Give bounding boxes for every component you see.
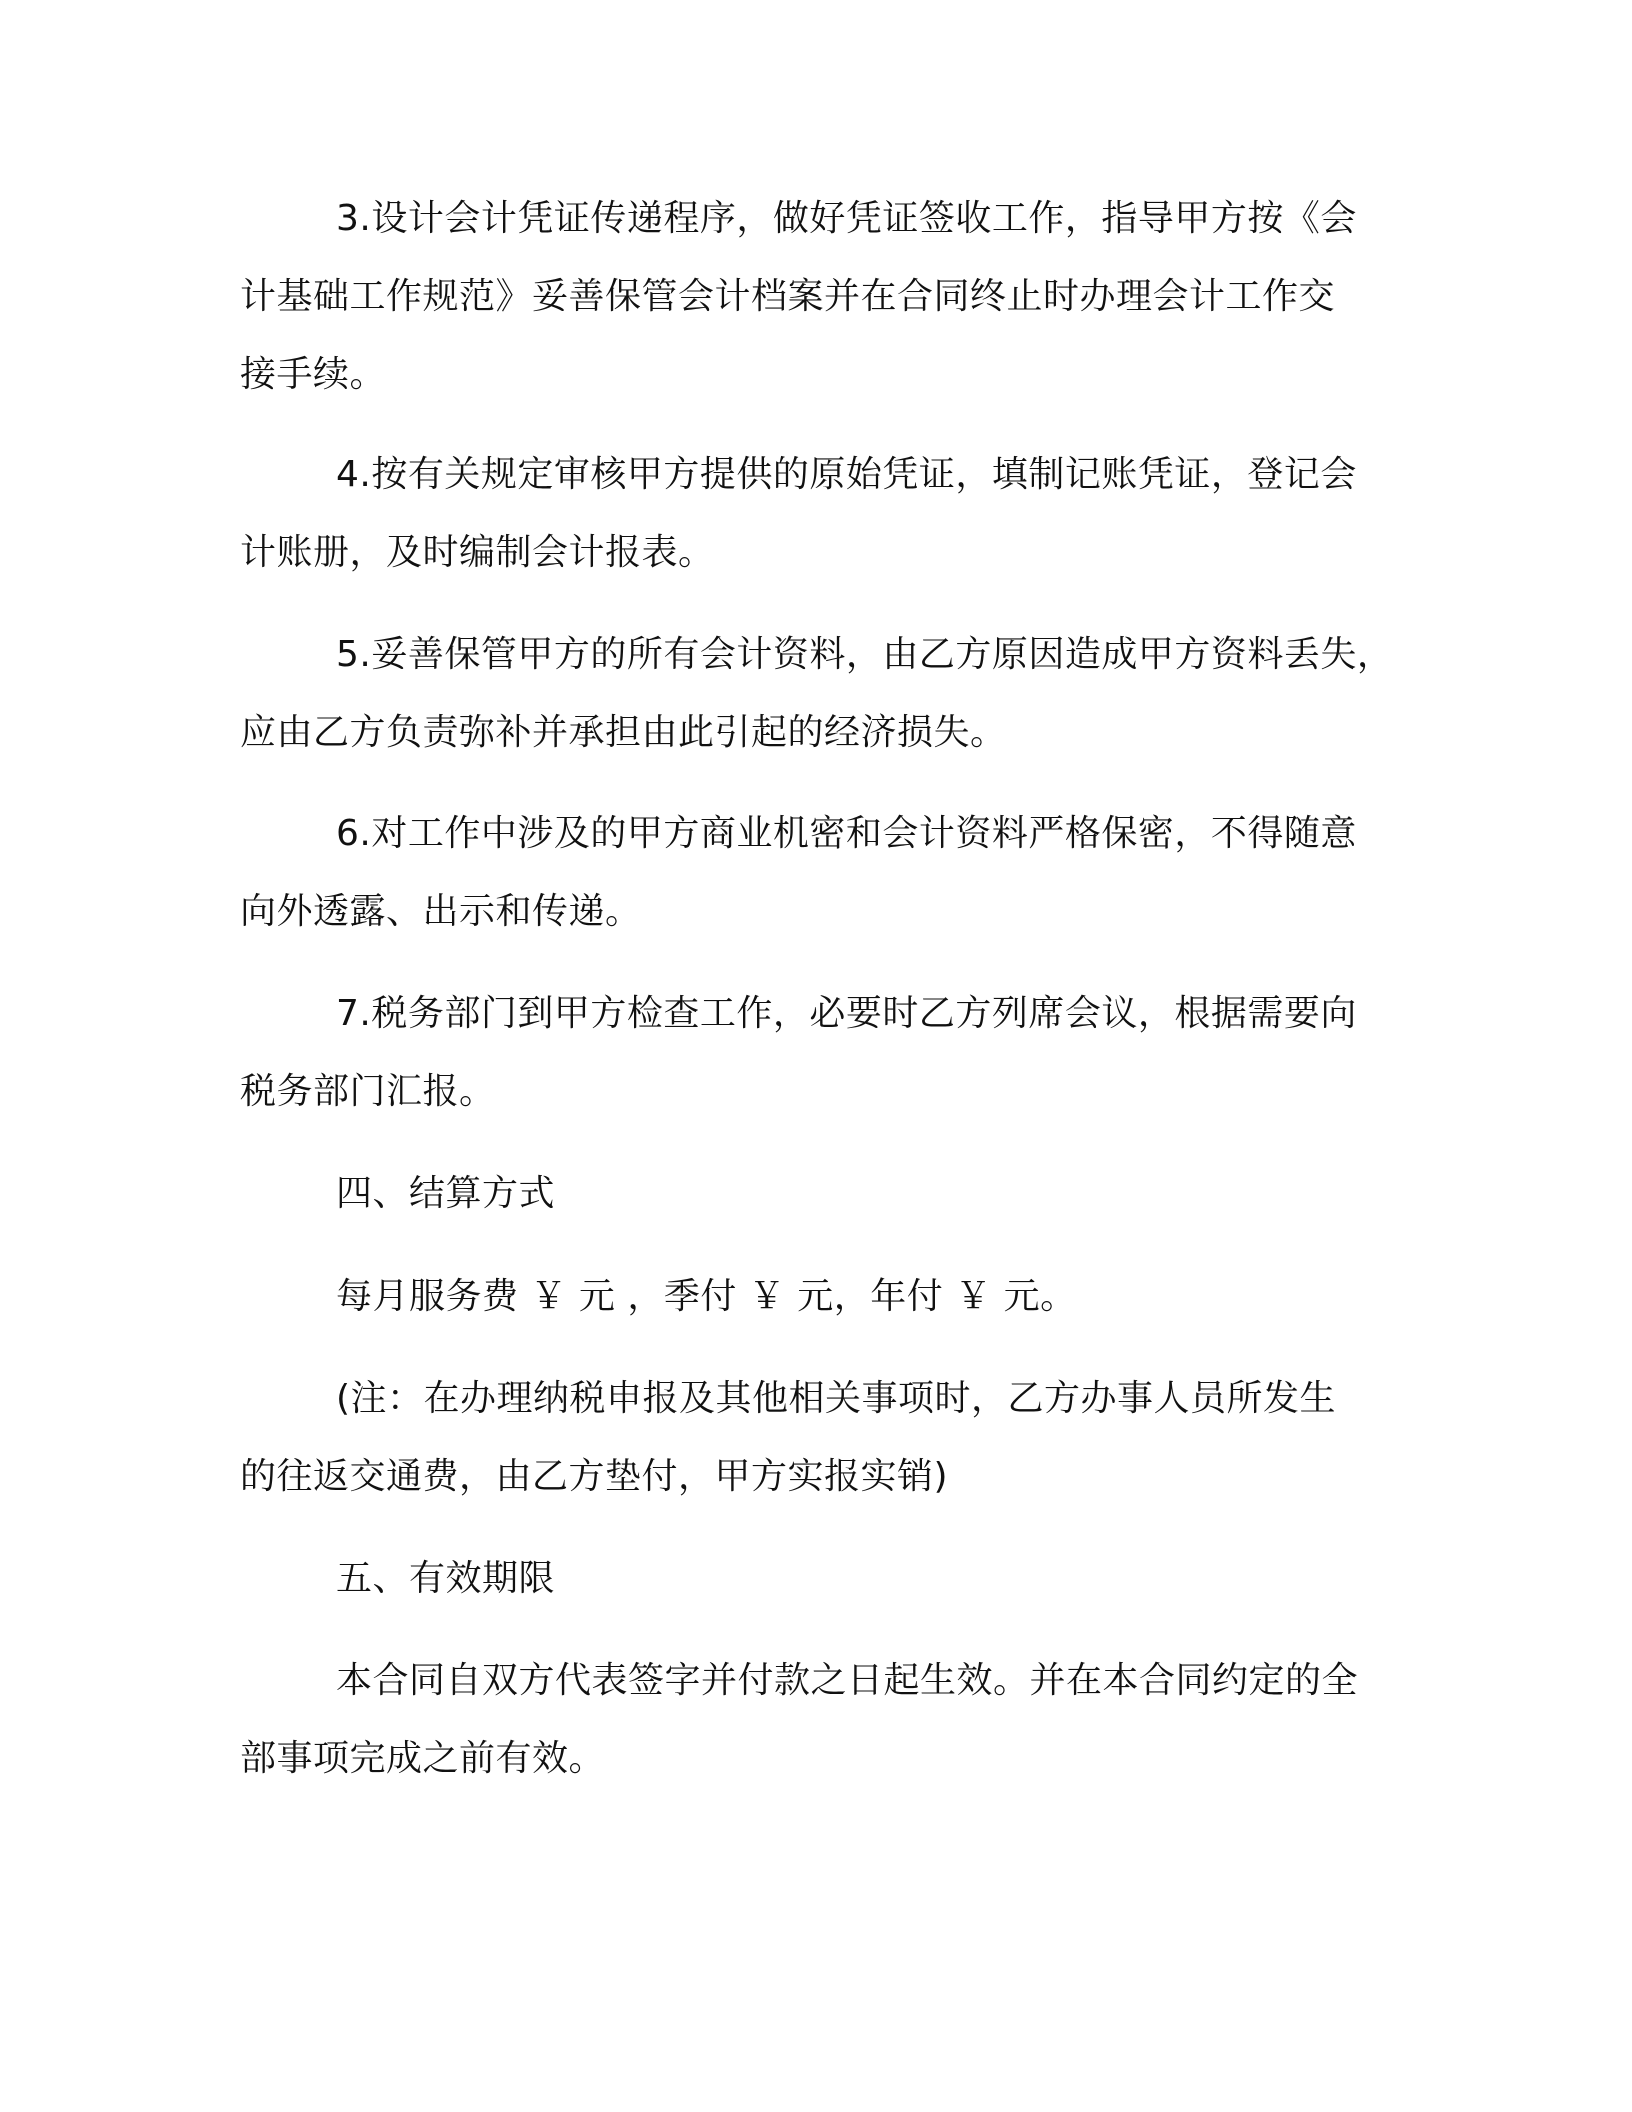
clause-7 xyxy=(240,975,1380,1131)
clause-6-line-1: 6.对工作中涉及的甲方商业机密和会计资料严格保密，不得随意 xyxy=(336,813,1357,854)
section-4-heading: 四、结算方式 xyxy=(336,1173,556,1214)
clause-4-line-2: 计账册，及时编制会计报表。 xyxy=(240,532,715,573)
clause-3-line-1: 3.设计会计凭证传递程序，做好凭证签收工作，指导甲方按《会 xyxy=(336,198,1357,239)
clause-6 xyxy=(240,795,1380,951)
clause-5 xyxy=(240,616,1394,772)
clause-5-line-2: 应由乙方负责弥补并承担由此引起的经济损失。 xyxy=(240,712,1007,753)
validity-clause xyxy=(240,1642,1380,1798)
payment-note-line-1: (注：在办理纳税申报及其他相关事项时，乙方办事人员所发生 xyxy=(336,1378,1337,1419)
clause-5-line-1: 5.妥善保管甲方的所有会计资料，由乙方原因造成甲方资料丢失， xyxy=(336,634,1394,675)
clause-7-line-2: 税务部门汇报。 xyxy=(240,1071,496,1112)
clause-4-line-1: 4.按有关规定审核甲方提供的原始凭证，填制记账凭证，登记会 xyxy=(336,454,1357,495)
fee-line: 每月服务费 ￥ 元 ，季付 ￥ 元，年付 ￥ 元。 xyxy=(336,1276,1077,1317)
validity-line-2: 部事项完成之前有效。 xyxy=(240,1738,606,1779)
clause-3-line-2: 计基础工作规范》妥善保管会计档案并在合同终止时办理会计工作交 xyxy=(240,276,1336,317)
validity-line-1: 本合同自双方代表签字并付款之日起生效。并在本合同约定的全 xyxy=(336,1660,1359,1701)
clause-7-line-1: 7.税务部门到甲方检查工作，必要时乙方列席会议，根据需要向 xyxy=(336,993,1357,1034)
section-5-heading: 五、有效期限 xyxy=(336,1558,556,1599)
clause-3 xyxy=(240,180,1380,414)
clause-4 xyxy=(240,436,1380,592)
payment-note-line-2: 的往返交通费，由乙方垫付，甲方实报实销) xyxy=(240,1456,949,1497)
clause-6-line-2: 向外透露、出示和传递。 xyxy=(240,891,642,932)
payment-note xyxy=(240,1360,1380,1516)
clause-3-line-3: 接手续。 xyxy=(240,354,387,395)
